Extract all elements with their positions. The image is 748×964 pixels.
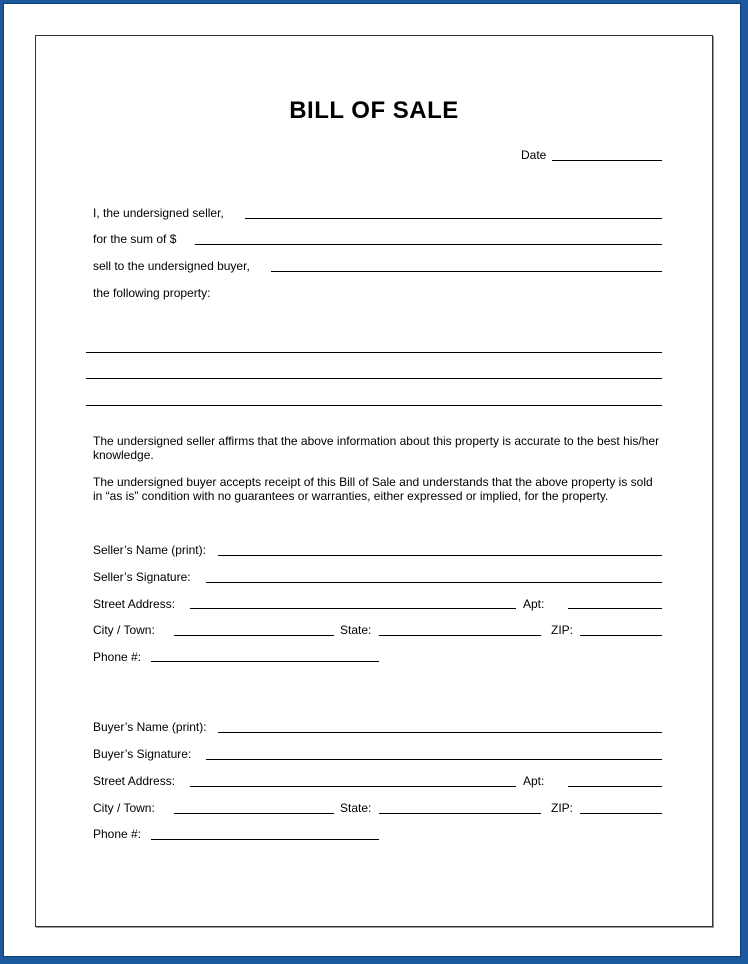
seller-zip-field[interactable] bbox=[580, 635, 662, 636]
property-line-1[interactable] bbox=[86, 352, 662, 353]
seller-name-field[interactable] bbox=[218, 555, 662, 556]
seller-city-field[interactable] bbox=[174, 635, 334, 636]
document-title: BILL OF SALE bbox=[289, 97, 459, 124]
buyer-zip-field[interactable] bbox=[580, 813, 662, 814]
buyer-intro-field[interactable] bbox=[271, 271, 662, 272]
property-line-3[interactable] bbox=[86, 405, 662, 406]
sum-label: for the sum of $ bbox=[93, 232, 177, 246]
buyer-name-field[interactable] bbox=[218, 732, 662, 733]
buyer-signature-label: Buyer’s Signature: bbox=[93, 747, 192, 761]
buyer-street-label: Street Address: bbox=[93, 774, 176, 788]
buyer-state-field[interactable] bbox=[379, 813, 541, 814]
seller-zip-label: ZIP: bbox=[551, 623, 574, 637]
seller-street-label: Street Address: bbox=[93, 597, 176, 611]
seller-intro-field[interactable] bbox=[245, 218, 662, 219]
sum-field[interactable] bbox=[195, 244, 662, 245]
buyer-phone-field[interactable] bbox=[151, 839, 379, 840]
seller-state-field[interactable] bbox=[379, 635, 541, 636]
seller-phone-label: Phone #: bbox=[93, 650, 142, 664]
property-line-2[interactable] bbox=[86, 378, 662, 379]
seller-phone-field[interactable] bbox=[151, 661, 379, 662]
seller-signature-field[interactable] bbox=[206, 582, 662, 583]
seller-intro-label: I, the undersigned seller, bbox=[93, 206, 224, 220]
buyer-signature-field[interactable] bbox=[206, 759, 662, 760]
buyer-zip-label: ZIP: bbox=[551, 801, 574, 815]
buyer-apt-label: Apt: bbox=[523, 774, 545, 788]
buyer-apt-field[interactable] bbox=[568, 786, 662, 787]
buyer-acceptance: The undersigned buyer accepts receipt of this Bill of Sale and understands that the above property is sold in “as is” condition with no guarantees or warranties, either expressed or implied, for the property. bbox=[93, 475, 653, 503]
seller-affirmation: The undersigned seller affirms that the above information about this property is accurate to the best his/her knowledge. bbox=[93, 434, 660, 462]
seller-name-label: Seller’s Name (print): bbox=[93, 543, 206, 557]
buyer-state-label: State: bbox=[340, 801, 372, 815]
seller-street-field[interactable] bbox=[190, 608, 516, 609]
buyer-name-label: Buyer’s Name (print): bbox=[93, 720, 207, 734]
buyer-intro-label: sell to the undersigned buyer, bbox=[93, 259, 250, 273]
seller-apt-label: Apt: bbox=[523, 597, 545, 611]
seller-state-label: State: bbox=[340, 623, 372, 637]
seller-city-label: City / Town: bbox=[93, 623, 155, 637]
buyer-city-label: City / Town: bbox=[93, 801, 155, 815]
date-field[interactable] bbox=[552, 160, 662, 161]
date-label: Date bbox=[521, 148, 547, 162]
buyer-city-field[interactable] bbox=[174, 813, 334, 814]
buyer-phone-label: Phone #: bbox=[93, 827, 142, 841]
seller-signature-label: Seller’s Signature: bbox=[93, 570, 191, 584]
buyer-street-field[interactable] bbox=[190, 786, 516, 787]
property-label: the following property: bbox=[93, 286, 211, 300]
seller-apt-field[interactable] bbox=[568, 608, 662, 609]
